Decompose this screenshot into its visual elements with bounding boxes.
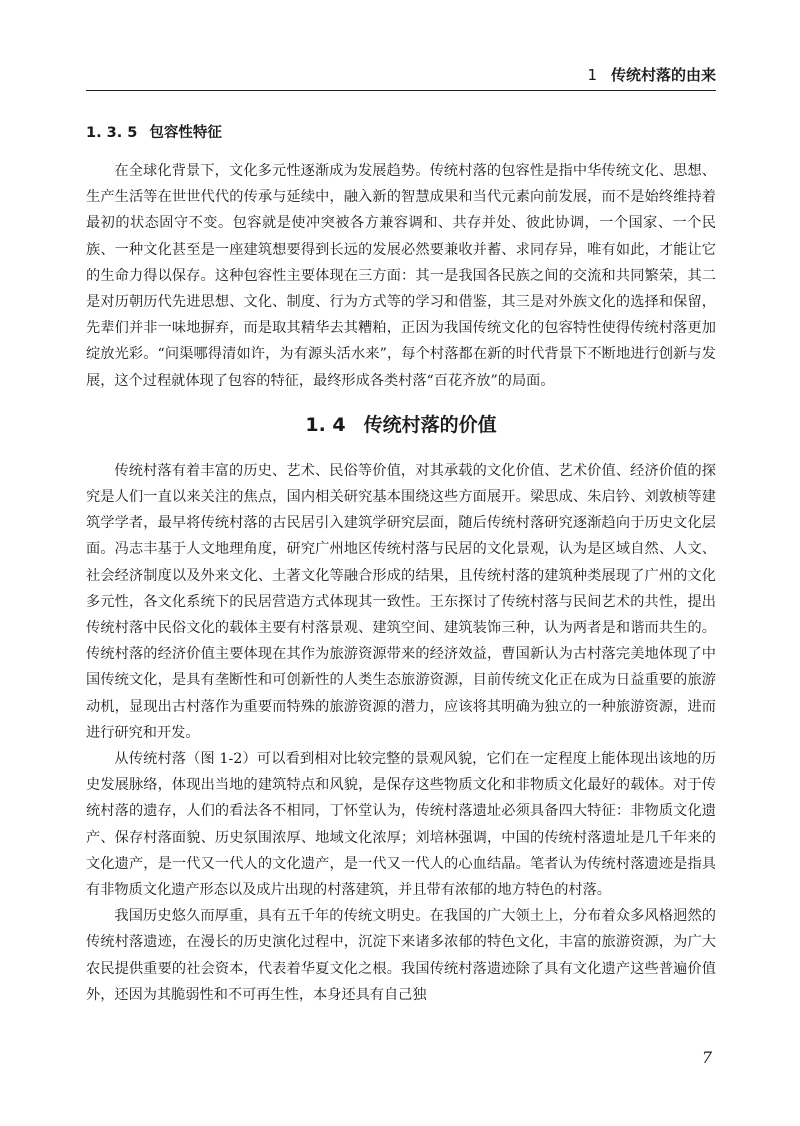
- subsection-heading: [86, 120, 716, 146]
- paragraph: 从传统村落（图 1-2）可以看到相对比较完整的景观风貌，它们在一定程度上能体现出该地的历史发展脉络，体现出当地的建筑特点和风貌，是保存这些物质文化和非物质文化最好的载体。对于传统村落的遗存，人们的看法各不相同，丁怀堂认为，传统村落遗址必须具备四大特征：非物质文化遗产、保存村落面貌、历史氛围浓厚、地域文化浓厚；刘培林强调，中国的传统村落遗址是几千年来的文化遗产，是一代又一代人的文化遗产，是一代又一代人的心血结晶。笔者认为传统村落遗迹是指具有非物质文化遗产形态以及成片出现的村落建筑，并且带有浓郁的地方特色的村落。: [86, 751, 716, 899]
- paragraph: 我国历史悠久而厚重，具有五千年的传统文明史。在我国的广大领土上，分布着众多风格迥然的传统村落遗迹，在漫长的历史演化过程中，沉淀下来诸多浓郁的特色文化，丰富的旅游资源，为广大农民提供重要的社会资本，代表着华夏文化之根。我国传统村落遗迹除了具有文化遗产这些普遍价值外，还因为其脆弱性和不可再生性，本身还具有自己独: [86, 908, 716, 1003]
- section-heading: [86, 410, 716, 440]
- page-number: 7: [701, 1048, 712, 1067]
- chapter-title: 传统村落的由来: [610, 66, 716, 84]
- paragraph: 传统村落有着丰富的历史、艺术、民俗等价值，对其承载的文化价值、艺术价值、经济价值的探究是人们一直以来关注的焦点，国内相关研究基本围绕这些方面展开。梁思成、朱启钤、刘敦桢等建筑学学者，最早将传统村落的古民居引入建筑学研究层面，随后传统村落研究逐渐趋向于历史文化层面。冯志丰基于人文地理角度，研究广州地区传统村落与民居的文化景观，认为是区域自然、人文、社会经济制度以及外来文化、土著文化等融合形成的结果，且传统村落的建筑种类展现了广州的文化多元性，各文化系统下的民居营造方式体现其一致性。王东探讨了传统村落与民间艺术的共性，提出传统村落中民俗文化的载体主要有村落景观、建筑空间、建筑装饰三种，认为两者是和谐而共生的。传统村落的经济价值主要体现在其作为旅游资源带来的经济效益，曹国新认为古村落完美地体现了中国传统文化，是具有垄断性和可创新性的人类生态旅游资源，目前传统文化正在成为日益重要的旅游动机，显现出古村落作为重要而特殊的旅游资源的潜力，应该将其明确为独立的一种旅游资源，进而进行研究和开发。: [86, 462, 716, 741]
- running-header: [86, 60, 716, 91]
- subsection-number: 1. 3. 5: [86, 125, 138, 141]
- subsection-title: 包容性特征: [149, 125, 222, 141]
- paragraph: 在全球化背景下，文化多元性逐渐成为发展趋势。传统村落的包容性是指中华传统文化、思想、生产生活等在世世代代的传承与延续中，融入新的智慧成果和当代元素向前发展，而不是始终维持着最初的状态固守不变。包容就是使冲突被各方兼容调和、共存并处、彼此协调，一个国家、一个民族、一种文化甚至是一座建筑想要得到长远的发展必然要兼收并蓄、求同存异，唯有如此，才能让它的生命力得以保存。这种包容性主要体现在三方面：其一是我国各民族之间的交流和共同繁荣，其二是对历朝历代先进思想、文化、制度、行为方式等的学习和借鉴，其三是对外族文化的选择和保留，先辈们并非一味地摒弃，而是取其精华去其糟粕，正因为我国传统文化的包容特性使得传统村落更加绽放光彩。“问渠哪得清如许，为有源头活水来”，每个村落都在新的时代背景下不断地进行创新与发展，这个过程就体现了包容的特征，最终形成各类村落“百花齐放”的局面。: [86, 163, 716, 389]
- chapter-number: 1: [587, 66, 597, 84]
- page-body: [86, 110, 716, 1008]
- section-number: 1. 4: [305, 413, 346, 436]
- section-title: 传统村落的价值: [363, 413, 497, 436]
